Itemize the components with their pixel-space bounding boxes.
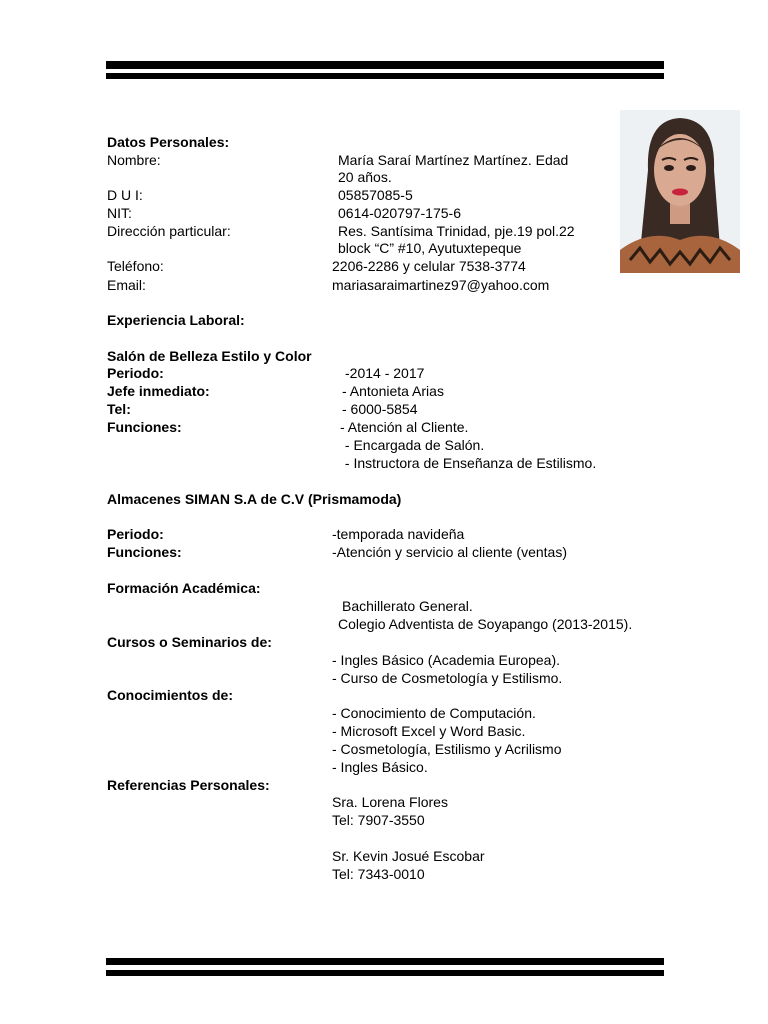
email-label: Email: [107, 277, 146, 293]
job1-functions-label: Funciones: [107, 419, 182, 435]
course-item: - Ingles Básico (Academia Europea). [332, 652, 560, 668]
course-item: - Curso de Cosmetología y Estilismo. [332, 670, 563, 686]
portrait-illustration [620, 110, 740, 273]
dui-value: 05857085-5 [338, 187, 413, 203]
address-line-2: block “C” #10, Ayutuxtepeque [338, 240, 522, 256]
profile-photo [620, 110, 740, 273]
skill-item: - Microsoft Excel y Word Basic. [332, 723, 526, 739]
address-label: Dirección particular: [107, 223, 231, 239]
job2-period-label: Periodo: [107, 526, 164, 542]
education-line-1: Bachillerato General. [342, 598, 473, 614]
job1-function-item: - Instructora de Enseñanza de Estilismo. [341, 455, 597, 471]
education-line-2: Colegio Adventista de Soyapango (2013-2015). [338, 616, 633, 632]
job2-company: Almacenes SIMAN S.A de C.V (Prismamoda) [107, 491, 402, 507]
job1-period-value: -2014 - 2017 [345, 365, 425, 381]
name-label: Nombre: [107, 152, 161, 168]
nit-value: 0614-020797-175-6 [338, 205, 461, 221]
phone-label: Teléfono: [107, 258, 164, 274]
nit-label: NIT: [107, 205, 132, 221]
courses-heading: Cursos o Seminarios de: [107, 634, 272, 650]
reference-1-tel: Tel: 7907-3550 [332, 812, 425, 828]
top-rule-thin [106, 73, 664, 79]
skills-heading: Conocimientos de: [107, 687, 234, 703]
job1-boss-value: - Antonieta Arias [342, 383, 444, 399]
bottom-rule-thick [106, 958, 664, 965]
name-value: María Saraí Martínez Martínez. Edad [338, 152, 569, 168]
references-heading: Referencias Personales: [107, 777, 270, 793]
bottom-rule-thin [106, 970, 664, 976]
skill-item: - Ingles Básico. [332, 759, 428, 775]
job1-tel-value: - 6000-5854 [342, 401, 418, 417]
job1-company: Salón de Belleza Estilo y Color [107, 348, 312, 364]
experience-heading: Experiencia Laboral: [107, 312, 245, 328]
reference-1-name: Sra. Lorena Flores [332, 794, 448, 810]
job2-period-value: -temporada navideña [332, 526, 465, 542]
job1-tel-label: Tel: [107, 401, 131, 417]
job2-functions-label: Funciones: [107, 544, 182, 560]
top-rule-thick [106, 61, 664, 69]
skill-item: - Conocimiento de Computación. [332, 705, 536, 721]
skill-item: - Cosmetología, Estilismo y Acrilismo [332, 741, 562, 757]
job2-functions-value: -Atención y servicio al cliente (ventas) [332, 544, 567, 560]
address-line-1: Res. Santísima Trinidad, pje.19 pol.22 [338, 223, 575, 239]
personal-heading: Datos Personales: [107, 134, 230, 150]
reference-2-name: Sr. Kevin Josué Escobar [332, 848, 485, 864]
phone-value: 2206-2286 y celular 7538-3774 [332, 258, 526, 274]
job1-function-item: - Atención al Cliente. [340, 419, 469, 435]
job1-period-label: Periodo: [107, 365, 164, 381]
job1-boss-label: Jefe inmediato: [107, 383, 210, 399]
age-value: 20 años. [338, 169, 392, 185]
email-value[interactable]: mariasaraimartinez97@yahoo.com [332, 277, 550, 293]
education-heading: Formación Académica: [107, 580, 261, 596]
job1-function-item: - Encargada de Salón. [341, 437, 485, 453]
reference-2-tel: Tel: 7343-0010 [332, 866, 425, 882]
dui-label: D U I: [107, 187, 143, 203]
